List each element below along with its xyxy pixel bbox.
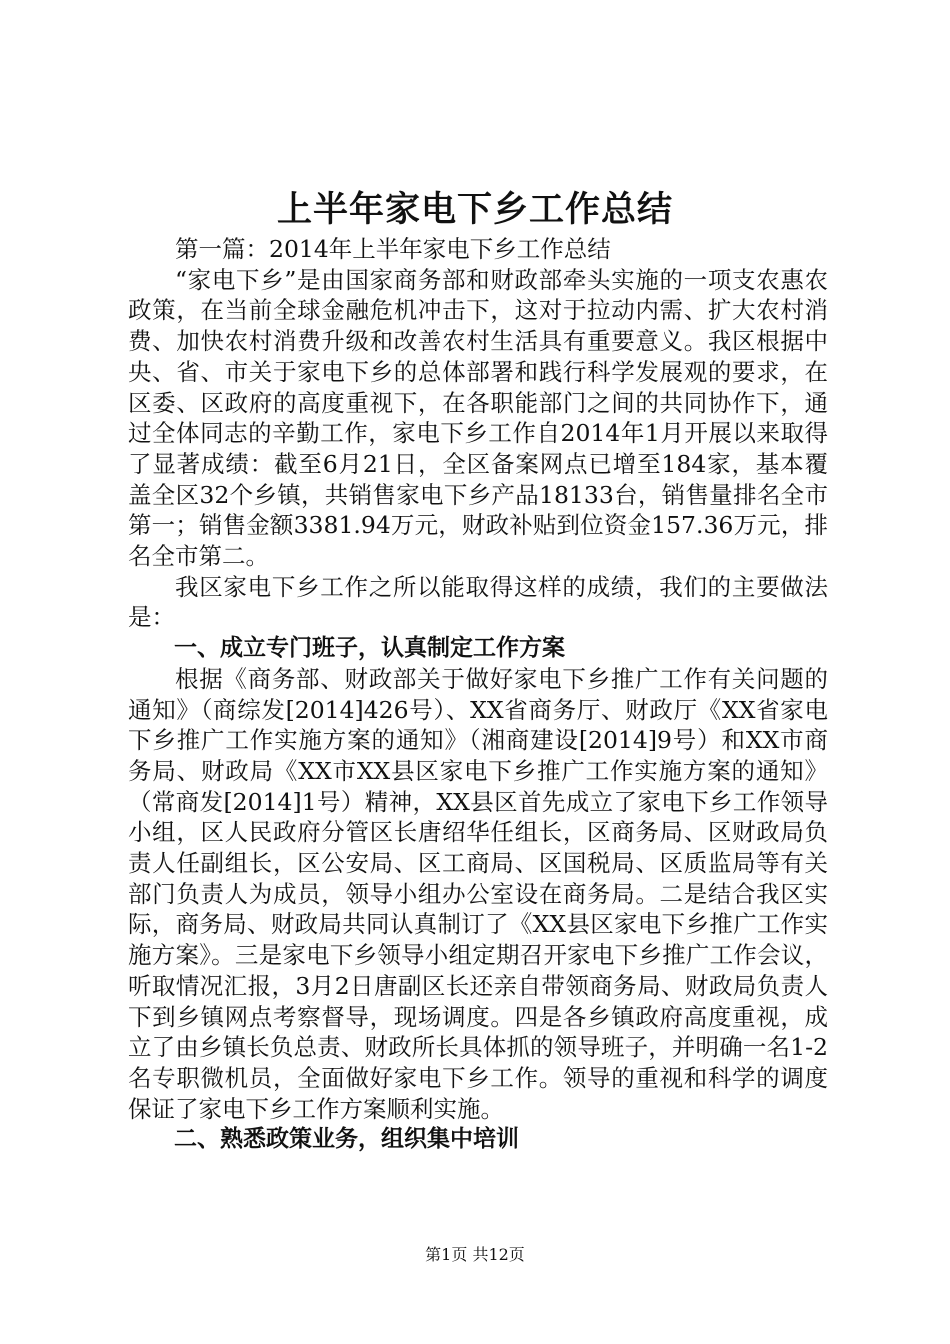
page-footer: 第1页 共12页 (425, 1245, 525, 1264)
body-paragraph: 根据《商务部、财政部关于做好家电下乡推广工作有关问题的通知》（商综发[2014]426号）、XX省商务厅、财政厅《XX省家电下乡推广工作实施方案的通知》（湘商建设[2014]9号）和XX市商务局、财政局《XX市XX县区家电下乡推广工作实施方案的通知》（常商发[2014]1号）精神，XX县区首先成立了家电下乡工作领导小组，区人民政府分管区长唐绍华任组长，区商务局、区财政局负责人任副组长，区公安局、区工商局、区国税局、区质监局等有关部门负责人为成员，领导小组办公室设在商务局。二是结合我区实际，商务局、财政局共同认真制订了《XX县区家电下乡推广工作实施方案》。三是家电下乡领导小组定期召开家电下乡推广工作会议，听取情况汇报，3月2日唐副区长还亲自带领商务局、财政局负责人下到乡镇网点考察督导，现场调度。四是各乡镇政府高度重视，成立了由乡镇长负总责、财政所长具体抓的领导班子，并明确一名1-2名专职微机员，全面做好家电下乡工作。领导的重视和科学的调度保证了家电下乡工作方案顺利实施。 (128, 664, 828, 1123)
body-paragraph: 我区家电下乡工作之所以能取得这样的成绩，我们的主要做法是： (128, 572, 828, 632)
document-body (128, 234, 828, 1155)
body-paragraph: “家电下乡”是由国家商务部和财政部牵头实施的一项支农惠农政策，在当前全球金融危机冲击下，这对于拉动内需、扩大农村消费、加快农村消费升级和改善农村生活具有重要意义。我区根据中央、省、市关于家电下乡的总体部署和践行科学发展观的要求，在区委、区政府的高度重视下，在各职能部门之间的共同协作下，通过全体同志的辛勤工作，家电下乡工作自2014年1月开展以来取得了显著成绩：截至6月21日，全区备案网点已增至184家，基本覆盖全区32个乡镇，共销售家电下乡产品18133台，销售量排名全市第一；销售金额3381.94万元，财政补贴到位资金157.36万元，排名全市第二。 (128, 265, 828, 571)
section-intro: 第一篇：2014年上半年家电下乡工作总结 (175, 235, 611, 263)
document-title: 上半年家电下乡工作总结 (276, 189, 673, 230)
section-heading: 一、成立专门班子，认真制定工作方案 (174, 635, 565, 662)
section-heading: 二、熟悉政策业务，组织集中培训 (174, 1126, 519, 1153)
